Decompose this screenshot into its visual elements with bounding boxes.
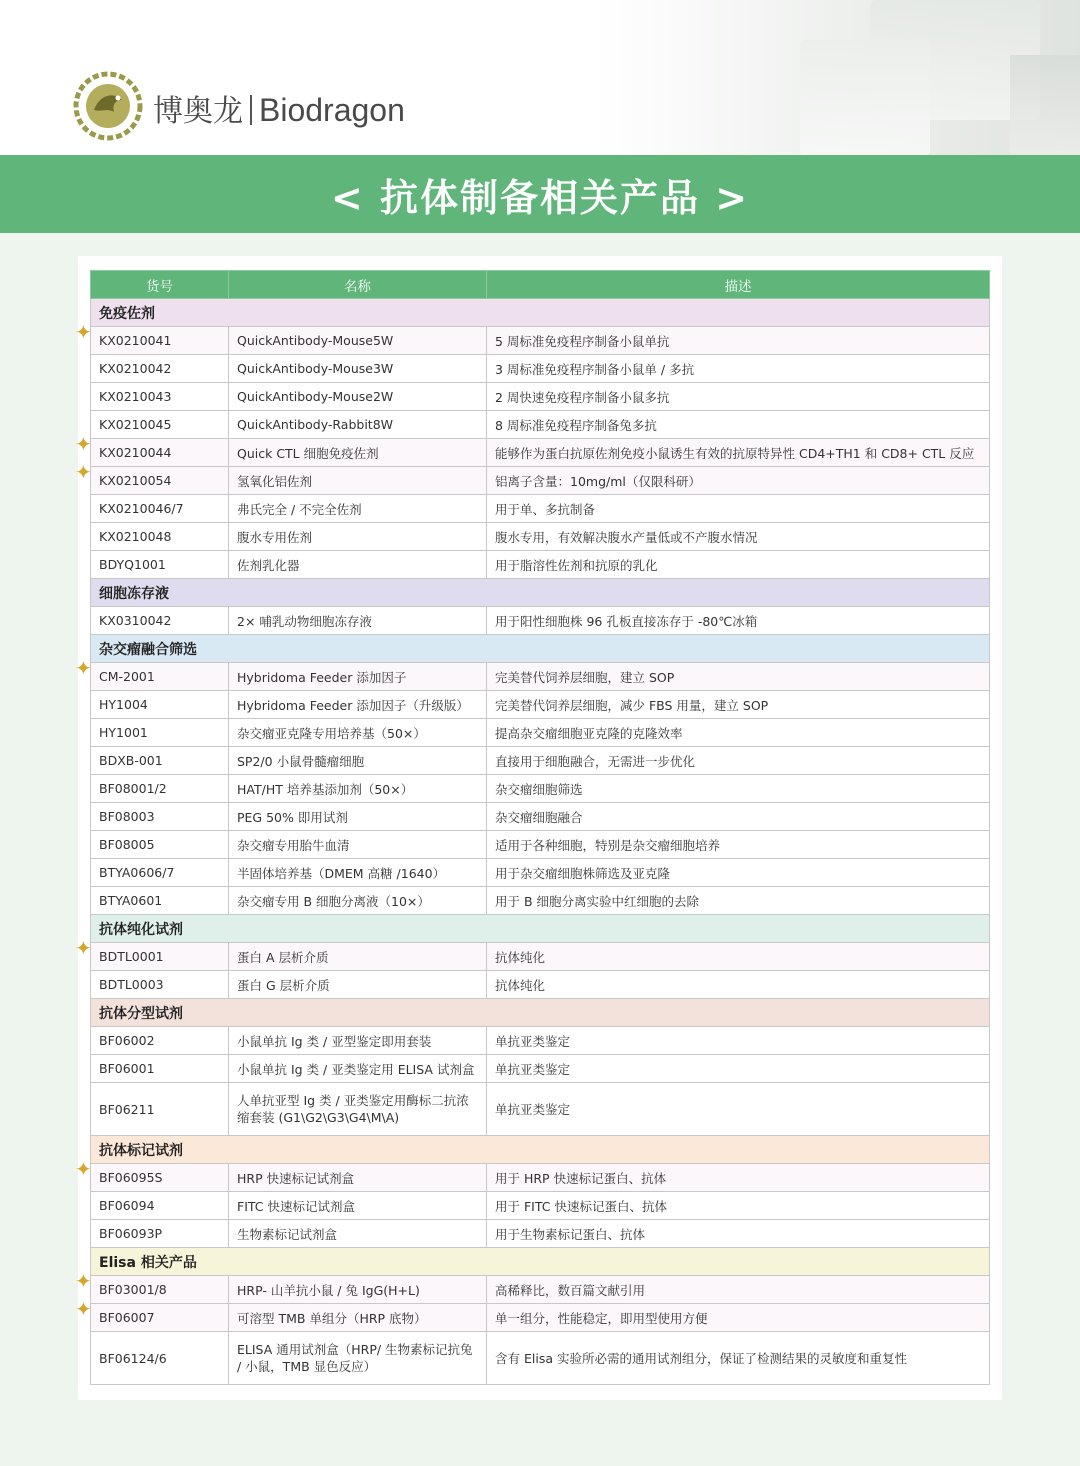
cell-id <box>91 383 229 411</box>
cell-name <box>229 607 487 635</box>
cell-text: 5 周标准免疫程序制备小鼠单抗 <box>495 333 670 349</box>
cell-desc <box>487 1332 990 1385</box>
cell-text: 用于 FITC 快速标记蛋白、抗体 <box>495 1198 667 1214</box>
cell-id <box>91 1220 229 1248</box>
cell-name <box>229 775 487 803</box>
cell-text: Quick CTL 细胞免疫佐剂 <box>237 445 379 461</box>
section-title: 免疫佐剂 <box>91 299 990 327</box>
cell-id <box>91 719 229 747</box>
cell-text: QuickAntibody-Mouse5W <box>237 333 394 348</box>
cell-text: 氢氧化铝佐剂 <box>237 473 313 489</box>
cell-text: Hybridoma Feeder 添加因子 <box>237 669 407 685</box>
section-header-row <box>91 635 990 663</box>
table-row <box>91 439 990 467</box>
biodragon-logo <box>72 70 144 142</box>
cell-text: QuickAntibody-Mouse3W <box>237 361 394 376</box>
cell-desc <box>487 551 990 579</box>
cell-text: BDXB-001 <box>99 753 163 768</box>
cell-text: 半固体培养基（DMEM 高糖 /1640） <box>237 865 446 881</box>
cell-name <box>229 1304 487 1332</box>
table-row <box>91 523 990 551</box>
cell-text: 生物素标记试剂盒 <box>237 1226 338 1242</box>
cell-desc <box>487 803 990 831</box>
cell-name <box>229 439 487 467</box>
table-row <box>91 1220 990 1248</box>
cell-id <box>91 411 229 439</box>
table-row <box>91 663 990 691</box>
cell-text: HRP- 山羊抗小鼠 / 兔 IgG(H+L) <box>237 1282 420 1298</box>
cell-id <box>75 1269 229 1304</box>
cell-text: QuickAntibody-Rabbit8W <box>237 417 394 432</box>
lab-photo-decoration <box>1010 55 1080 155</box>
cell-name <box>229 1164 487 1192</box>
cell-name <box>229 523 487 551</box>
section-header-row <box>91 999 990 1027</box>
cell-desc <box>487 1027 990 1055</box>
cell-text: 用于 HRP 快速标记蛋白、抗体 <box>495 1170 667 1186</box>
cell-text: 单抗亚类鉴定 <box>495 1061 571 1077</box>
column-header-desc: 描述 <box>487 271 990 299</box>
section-title: Elisa 相关产品 <box>91 1248 990 1276</box>
brand-cn: 博奥龙 <box>153 94 243 129</box>
cell-id <box>91 775 229 803</box>
cell-id <box>91 1332 229 1385</box>
table-row <box>91 775 990 803</box>
cell-text: KX0210054 <box>99 473 172 488</box>
cell-desc <box>487 887 990 915</box>
table-row <box>91 495 990 523</box>
cell-name <box>229 467 487 495</box>
cell-text: KX0310042 <box>99 613 172 628</box>
cell-text: 抗体纯化 <box>495 949 546 965</box>
cell-text: HRP 快速标记试剂盒 <box>237 1170 355 1186</box>
cell-text: KX0210041 <box>99 333 172 348</box>
cell-name <box>229 803 487 831</box>
cell-id <box>91 859 229 887</box>
cell-text: 杂交瘤细胞融合 <box>495 809 583 825</box>
cell-text: 2× 哺乳动物细胞冻存液 <box>237 613 372 629</box>
cell-name <box>229 1027 487 1055</box>
table-row <box>91 1083 990 1136</box>
cell-desc <box>487 467 990 495</box>
cell-text: 用于脂溶性佐剂和抗原的乳化 <box>495 557 658 573</box>
cell-text: BTYA0606/7 <box>99 865 175 880</box>
cell-desc <box>487 1276 990 1304</box>
table-row <box>91 1332 990 1385</box>
cell-id <box>75 320 229 355</box>
cell-name <box>229 327 487 355</box>
featured-star-icon: ✦ <box>75 936 92 960</box>
cell-text: 抗体纯化 <box>495 977 546 993</box>
table-row <box>91 551 990 579</box>
table-row <box>91 383 990 411</box>
table-row <box>91 831 990 859</box>
cell-id <box>75 460 229 495</box>
cell-text: CM-2001 <box>99 669 155 684</box>
cell-desc <box>487 775 990 803</box>
table-row <box>91 1027 990 1055</box>
cell-text: SP2/0 小鼠骨髓瘤细胞 <box>237 753 365 769</box>
column-header-id: 货号 <box>91 271 229 299</box>
cell-id <box>75 432 229 467</box>
cell-id <box>91 1083 229 1136</box>
cell-id <box>91 551 229 579</box>
cell-text: 8 周标准免疫程序制备兔多抗 <box>495 417 657 433</box>
cell-desc <box>487 691 990 719</box>
cell-text: 用于阳性细胞株 96 孔板直接冻存于 -80℃冰箱 <box>495 613 758 629</box>
cell-id <box>91 691 229 719</box>
cell-name <box>229 1083 487 1136</box>
cell-id <box>91 887 229 915</box>
cell-id <box>91 1055 229 1083</box>
cell-text: KX0210044 <box>99 445 172 460</box>
cell-desc <box>487 971 990 999</box>
cell-desc <box>487 1220 990 1248</box>
featured-star-icon: ✦ <box>75 460 92 484</box>
cell-text: 能够作为蛋白抗原佐剂免疫小鼠诱生有效的抗原特异性 CD4+TH1 和 CD8+ CTL 反应 <box>495 445 975 461</box>
cell-text: 小鼠单抗 Ig 类 / 亚类鉴定用 ELISA 试剂盒 <box>237 1061 475 1077</box>
table-row <box>91 747 990 775</box>
cell-id <box>91 971 229 999</box>
cell-text: KX0210046/7 <box>99 501 184 516</box>
product-table <box>75 270 990 1385</box>
column-header-name: 名称 <box>229 271 487 299</box>
cell-desc <box>487 411 990 439</box>
section-title: 抗体纯化试剂 <box>91 915 990 943</box>
cell-desc <box>487 327 990 355</box>
cell-desc <box>487 523 990 551</box>
cell-text: 2 周快速免疫程序制备小鼠多抗 <box>495 389 670 405</box>
cell-text: 小鼠单抗 Ig 类 / 亚型鉴定即用套装 <box>237 1033 432 1049</box>
cell-text: 铝离子含量：10mg/ml（仅限科研） <box>495 473 701 489</box>
cell-desc <box>487 719 990 747</box>
cell-text: 单抗亚类鉴定 <box>495 1033 571 1049</box>
cell-text: 含有 Elisa 实验所必需的通用试剂组分，保证了检测结果的灵敏度和重复性 <box>495 1351 907 1366</box>
cell-name <box>229 887 487 915</box>
featured-star-icon: ✦ <box>75 1157 92 1181</box>
cell-text: BF06124/6 <box>99 1350 167 1366</box>
lab-photo-decoration <box>800 40 930 155</box>
cell-text: 单一组分，性能稳定，即用型使用方便 <box>495 1310 708 1326</box>
table-row <box>91 411 990 439</box>
cell-text: BTYA0601 <box>99 893 163 908</box>
table-row <box>91 1276 990 1304</box>
cell-id <box>91 803 229 831</box>
cell-text: HAT/HT 培养基添加剂（50×） <box>237 781 414 797</box>
cell-text: 可溶型 TMB 单组分（HRP 底物） <box>237 1310 427 1326</box>
cell-desc <box>487 1164 990 1192</box>
featured-star-icon: ✦ <box>75 1269 92 1293</box>
cell-desc <box>487 355 990 383</box>
table-row <box>91 887 990 915</box>
cell-text: 人单抗亚型 Ig 类 / 亚类鉴定用酶标二抗浓缩套装 (G1\G2\G3\G4\M\A) <box>237 1093 469 1125</box>
section-header-row <box>91 299 990 327</box>
cell-desc <box>487 1055 990 1083</box>
cell-text: BF06094 <box>99 1198 155 1213</box>
table-row <box>91 355 990 383</box>
cell-text: 完美替代饲养层细胞，减少 FBS 用量，建立 SOP <box>495 697 769 713</box>
section-header-row <box>91 915 990 943</box>
cell-text: KX0210043 <box>99 389 172 404</box>
cell-text: 弗氏完全 / 不完全佐剂 <box>237 501 362 517</box>
cell-text: 提高杂交瘤细胞亚克隆的克隆效率 <box>495 725 683 741</box>
cell-id <box>91 495 229 523</box>
cell-name <box>229 1332 487 1385</box>
cell-id <box>91 747 229 775</box>
cell-id <box>91 831 229 859</box>
cell-name <box>229 943 487 971</box>
cell-text: 3 周标准免疫程序制备小鼠单 / 多抗 <box>495 361 695 377</box>
cell-text: 适用于各种细胞，特别是杂交瘤细胞培养 <box>495 837 721 853</box>
cell-text: 杂交瘤亚克隆专用培养基（50×） <box>237 725 426 741</box>
table-row <box>91 859 990 887</box>
cell-text: 用于生物素标记蛋白、抗体 <box>495 1226 646 1242</box>
cell-text: HY1001 <box>99 725 148 740</box>
cell-name <box>229 1220 487 1248</box>
brand-name <box>153 86 405 130</box>
cell-name <box>229 971 487 999</box>
cell-name <box>229 411 487 439</box>
cell-text: QuickAntibody-Mouse2W <box>237 389 394 404</box>
cell-name <box>229 551 487 579</box>
cell-desc <box>487 831 990 859</box>
section-title: 细胞冻存液 <box>91 579 990 607</box>
cell-name <box>229 1192 487 1220</box>
cell-text: BDTL0001 <box>99 949 164 964</box>
cell-desc <box>487 1304 990 1332</box>
cell-name <box>229 747 487 775</box>
cell-id <box>91 523 229 551</box>
cell-text: Hybridoma Feeder 添加因子（升级版） <box>237 697 469 713</box>
featured-star-icon: ✦ <box>75 432 92 456</box>
table-row <box>91 327 990 355</box>
title-banner <box>0 155 1080 233</box>
table-row <box>91 803 990 831</box>
cell-text: ELISA 通用试剂盒（HRP/ 生物素标记抗兔 / 小鼠，TMB 显色反应） <box>237 1342 473 1374</box>
cell-text: 直接用于细胞融合，无需进一步优化 <box>495 753 696 769</box>
cell-text: 高稀释比，数百篇文献引用 <box>495 1282 646 1298</box>
table-row <box>91 1192 990 1220</box>
cell-id <box>91 1192 229 1220</box>
cell-name <box>229 355 487 383</box>
cell-name <box>229 691 487 719</box>
cell-text: 杂交瘤细胞筛选 <box>495 781 583 797</box>
cell-name <box>229 719 487 747</box>
table-row <box>91 467 990 495</box>
table-header-row <box>91 271 990 299</box>
cell-text: BDTL0003 <box>99 977 164 992</box>
section-title: 抗体标记试剂 <box>91 1136 990 1164</box>
cell-id <box>91 607 229 635</box>
section-title: 杂交瘤融合筛选 <box>91 635 990 663</box>
table-body <box>75 299 990 1385</box>
cell-desc <box>487 1192 990 1220</box>
cell-text: KX0210045 <box>99 417 172 432</box>
cell-text: 完美替代饲养层细胞，建立 SOP <box>495 669 675 685</box>
cell-text: 杂交瘤专用胎牛血清 <box>237 837 350 853</box>
cell-desc <box>487 859 990 887</box>
cell-text: 蛋白 G 层析介质 <box>237 977 330 993</box>
table-row <box>91 943 990 971</box>
cell-name <box>229 831 487 859</box>
cell-name <box>229 1276 487 1304</box>
cell-id <box>75 936 229 971</box>
cell-id <box>75 1297 229 1332</box>
cell-text: BF08005 <box>99 837 155 852</box>
section-title: 抗体分型试剂 <box>91 999 990 1027</box>
page-title: < 抗体制备相关产品 > <box>330 175 750 220</box>
cell-text: BF03001/8 <box>99 1282 167 1297</box>
section-header-row <box>91 1248 990 1276</box>
cell-desc <box>487 663 990 691</box>
featured-star-icon: ✦ <box>75 1297 92 1321</box>
cell-text: HY1004 <box>99 697 148 712</box>
cell-text: BF06093P <box>99 1226 163 1241</box>
cell-text: 腹水专用佐剂 <box>237 529 313 545</box>
cell-name <box>229 495 487 523</box>
cell-id <box>75 1157 229 1192</box>
cell-text: KX0210042 <box>99 361 172 376</box>
cell-text: BF06002 <box>99 1033 155 1048</box>
cell-desc <box>487 439 990 467</box>
cell-text: 用于杂交瘤细胞株筛选及亚克隆 <box>495 865 671 881</box>
cell-name <box>229 383 487 411</box>
cell-text: BF08001/2 <box>99 781 167 796</box>
featured-star-icon: ✦ <box>75 656 92 680</box>
table-row <box>91 1304 990 1332</box>
table-row <box>91 719 990 747</box>
cell-text: 杂交瘤专用 B 细胞分离液（10×） <box>237 893 430 909</box>
cell-desc <box>487 747 990 775</box>
section-header-row <box>91 579 990 607</box>
table-row <box>91 1164 990 1192</box>
cell-name <box>229 663 487 691</box>
table-row <box>91 607 990 635</box>
cell-text: 用于单、多抗制备 <box>495 501 596 517</box>
cell-text: 蛋白 A 层析介质 <box>237 949 329 965</box>
cell-text: BF08003 <box>99 809 155 824</box>
cell-id <box>91 1027 229 1055</box>
cell-text: BF06211 <box>99 1101 155 1117</box>
cell-id <box>91 355 229 383</box>
cell-id <box>75 656 229 691</box>
cell-desc <box>487 1083 990 1136</box>
cell-name <box>229 1055 487 1083</box>
cell-text: FITC 快速标记试剂盒 <box>237 1198 355 1214</box>
cell-text: BF06095S <box>99 1170 163 1185</box>
cell-name <box>229 859 487 887</box>
cell-text: KX0210048 <box>99 529 172 544</box>
cell-text: BF06007 <box>99 1310 155 1325</box>
cell-text: 单抗亚类鉴定 <box>495 1102 571 1117</box>
header <box>0 0 1080 155</box>
brand-separator <box>250 95 252 125</box>
brand-en: Biodragon <box>259 92 405 128</box>
cell-text: 佐剂乳化器 <box>237 557 300 573</box>
cell-text: BF06001 <box>99 1061 155 1076</box>
table-row <box>91 971 990 999</box>
section-header-row <box>91 1136 990 1164</box>
cell-text: 腹水专用，有效解决腹水产量低或不产腹水情况 <box>495 529 758 545</box>
cell-desc <box>487 383 990 411</box>
cell-desc <box>487 495 990 523</box>
cell-desc <box>487 943 990 971</box>
cell-desc <box>487 607 990 635</box>
table-row <box>91 691 990 719</box>
cell-text: BDYQ1001 <box>99 557 166 572</box>
featured-star-icon: ✦ <box>75 320 92 344</box>
cell-text: PEG 50% 即用试剂 <box>237 809 348 825</box>
cell-text: 用于 B 细胞分离实验中红细胞的去除 <box>495 893 700 909</box>
table-row <box>91 1055 990 1083</box>
